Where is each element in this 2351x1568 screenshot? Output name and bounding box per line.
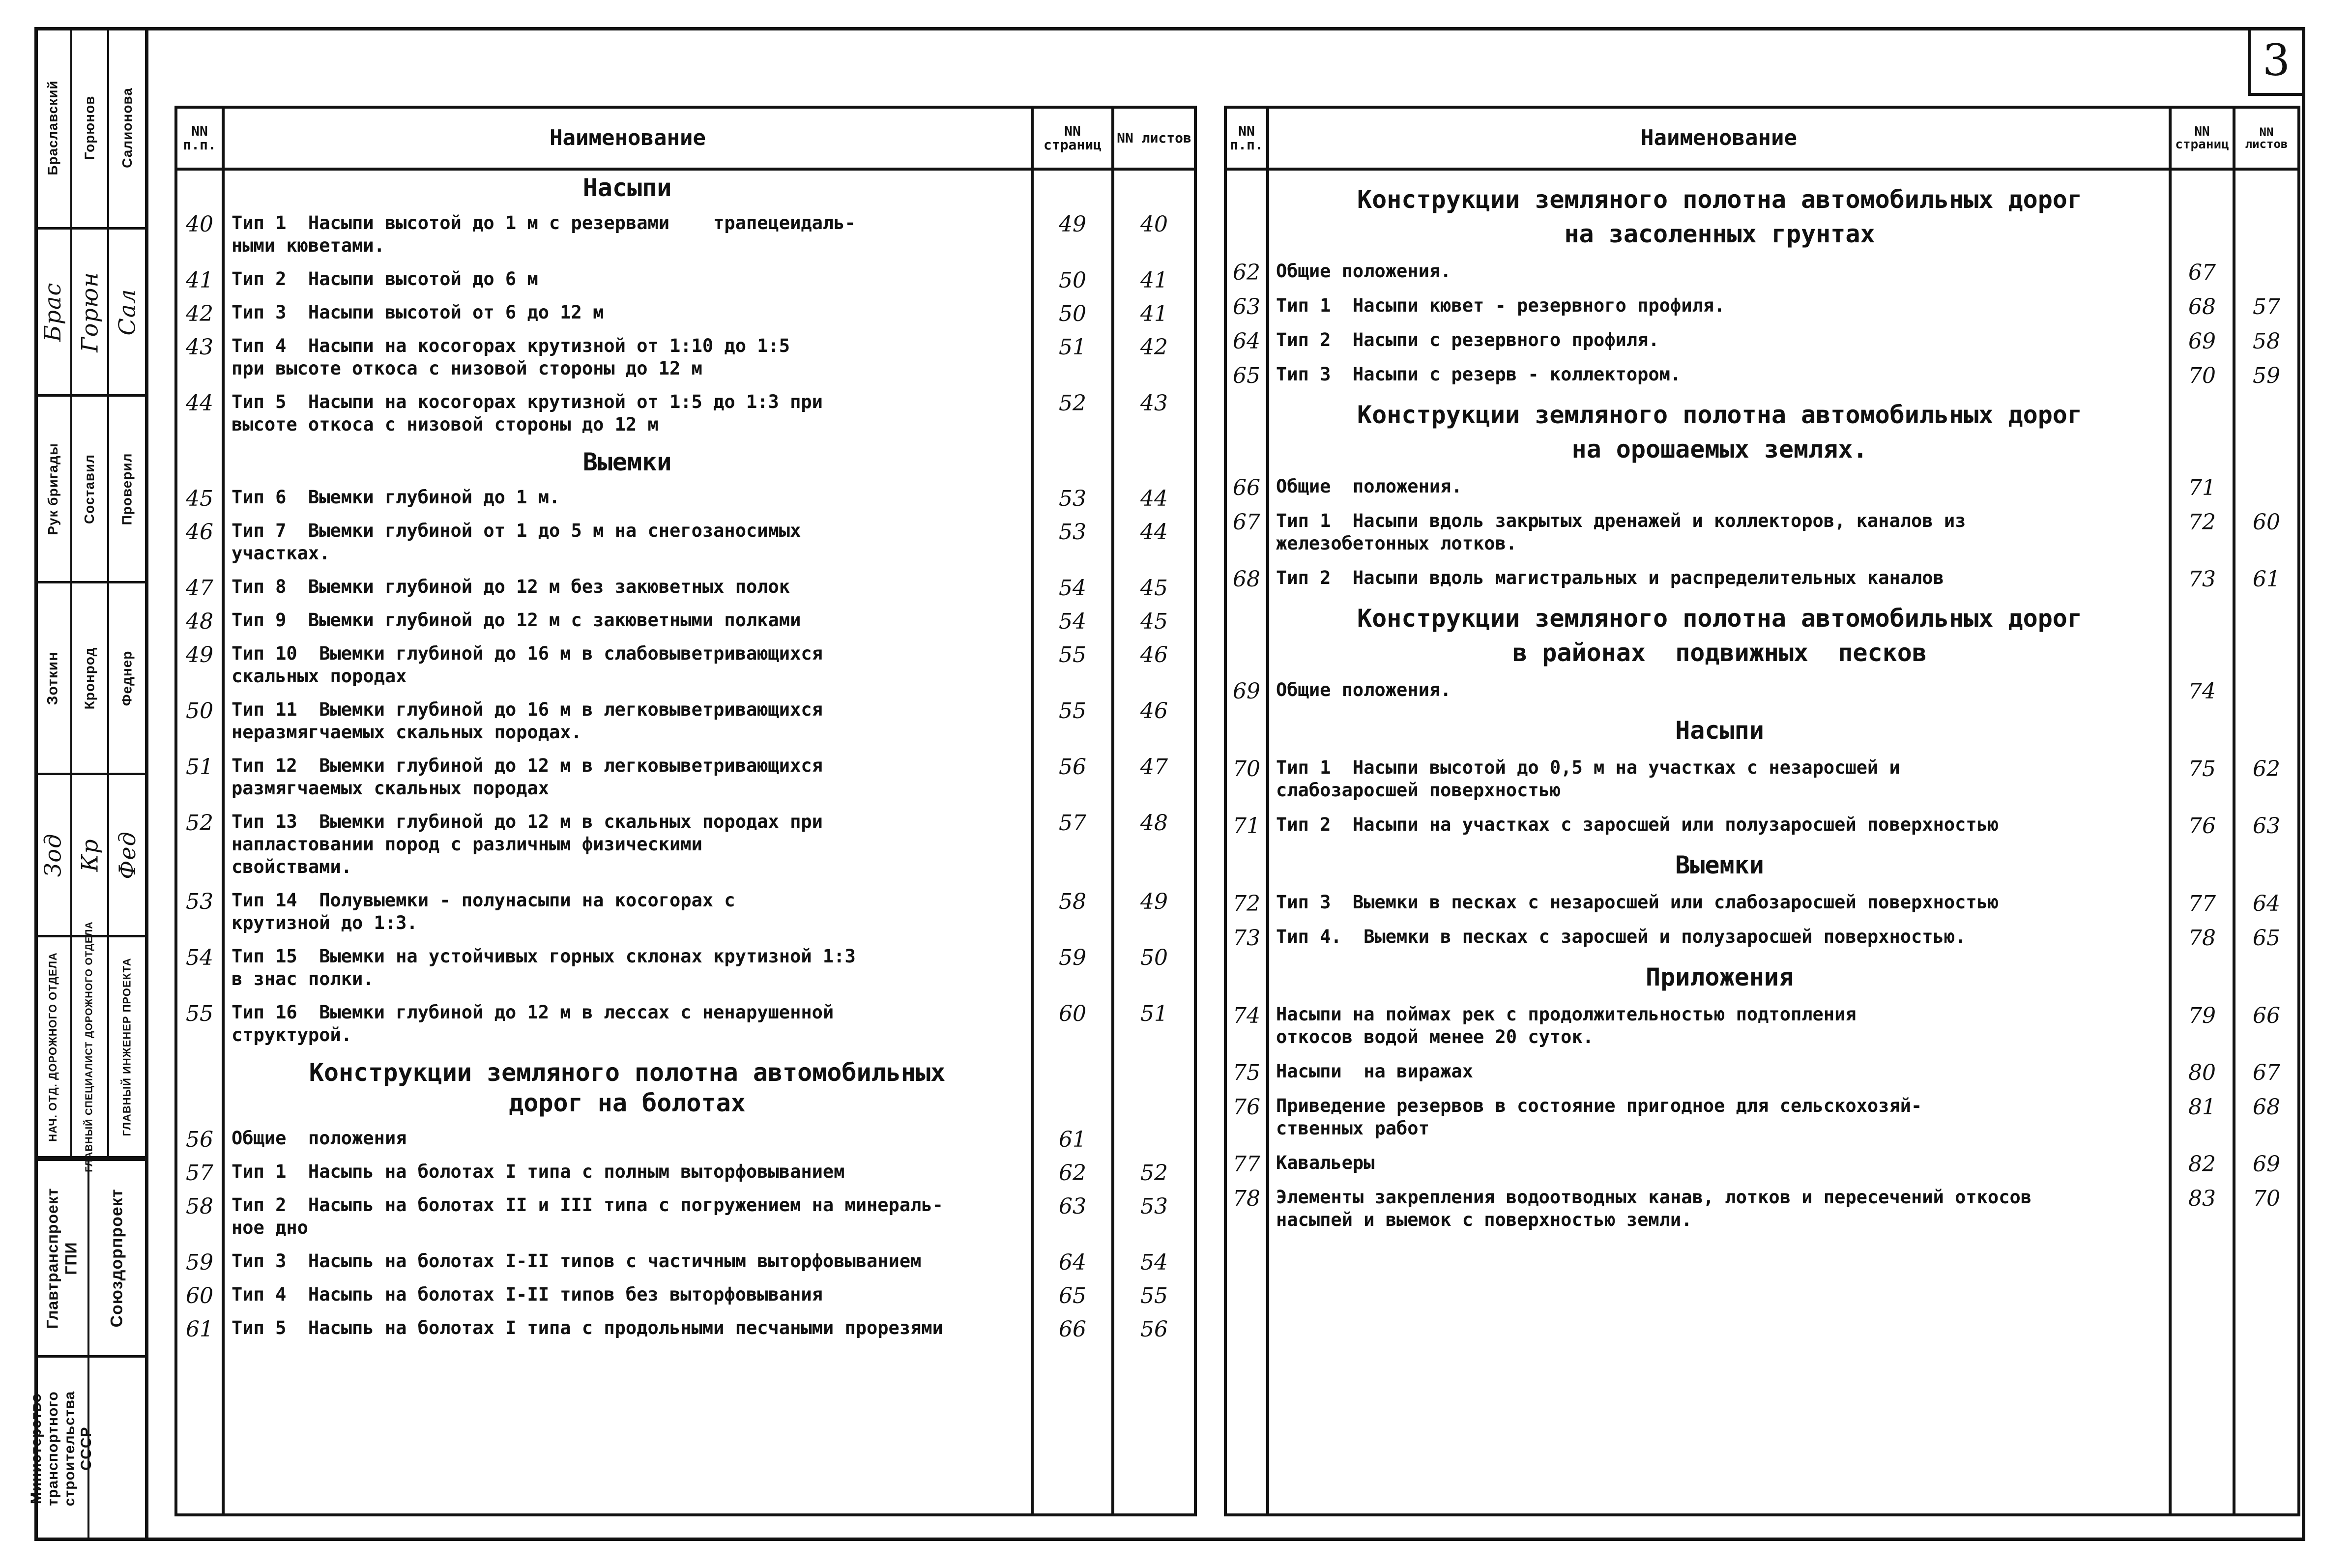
row-page: 81: [2188, 1095, 2216, 1120]
section-heading: Насыпи: [582, 174, 672, 202]
name-salionova: Салионова: [119, 87, 135, 168]
role-cell-3: [109, 937, 145, 1156]
role-3: ГЛАВНЫЙ ИНЖЕНЕР ПРОЕКТА: [120, 958, 133, 1136]
row-title: Тип 5 Насыпь на болотах I типа с продольными песчаными прорезями: [232, 1317, 943, 1338]
row-number: 55: [186, 1001, 213, 1026]
toc-row: [1227, 329, 2297, 354]
title-block: [28, 28, 148, 1539]
toc-row: [177, 1250, 1194, 1273]
row-title: Тип 2 Насыпи вдоль магистральных и распределительных каналов: [1276, 567, 1944, 588]
row-number: 44: [186, 391, 213, 416]
row-page: 66: [1059, 1317, 1086, 1342]
row-number: 74: [1233, 1003, 1260, 1028]
row-page: 82: [2188, 1152, 2216, 1177]
row-sheet: 59: [2253, 363, 2280, 388]
row-number: 40: [186, 212, 213, 237]
row-sheet: 50: [1140, 945, 1168, 970]
row-sheet: 70: [2253, 1186, 2280, 1211]
row-number: 65: [1233, 363, 1260, 388]
row-number: 48: [186, 609, 213, 634]
toc-row: [177, 1317, 1194, 1342]
toc-row: [1227, 294, 2297, 317]
name-cell-goryunov: [72, 28, 109, 227]
toc-row: [1227, 1060, 2297, 1083]
row-sheet: 40: [1140, 212, 1168, 237]
row-sheet: 56: [1140, 1317, 1168, 1342]
row-sheet: 45: [1140, 609, 1168, 634]
row-title: Тип 12 Выемки глубиной до 12 м в легковыветривающихся размягчаемых скальных породах: [232, 755, 823, 799]
row-page: 75: [2188, 756, 2216, 782]
row-number: 46: [186, 520, 213, 545]
row-title: Тип 9 Выемки глубиной до 12 м с закюветными полками: [232, 610, 801, 631]
row-sheet: 66: [2253, 1003, 2280, 1028]
row-page: 59: [1059, 945, 1086, 970]
toc-row: [177, 1127, 1194, 1150]
row-number: 47: [186, 576, 213, 601]
row-page: 79: [2188, 1003, 2216, 1028]
signature-6: Сал: [114, 289, 141, 335]
row-page: 80: [2188, 1060, 2216, 1085]
row-sheet: 42: [1140, 335, 1168, 360]
signature-cell-1: [35, 775, 72, 935]
name-cell-zotkin: [35, 583, 72, 773]
row-title: Тип 1 Насыпи высотой до 1 м с резервами трапецеидаль- ными кюветами.: [232, 212, 856, 256]
row-sheet: 63: [2253, 813, 2280, 839]
row-page: 64: [1059, 1250, 1086, 1275]
toc-row: [177, 889, 1194, 934]
row-number: 56: [186, 1127, 213, 1152]
name-cell-braslavsky: [35, 28, 72, 227]
row-page: 54: [1059, 576, 1086, 601]
row-page: 54: [1059, 609, 1086, 634]
row-number: 70: [1233, 756, 1260, 782]
signatures-block-lower: [35, 775, 145, 937]
row-page: 55: [1059, 698, 1086, 724]
row-number: 61: [186, 1317, 213, 1342]
row-page: 50: [1059, 268, 1086, 293]
header-sheets: NN листов: [1117, 130, 1191, 146]
row-page: 58: [1059, 889, 1086, 914]
row-title: Тип 2 Насыпи высотой до 6 м: [232, 268, 538, 290]
page-number: 3: [2248, 27, 2302, 96]
row-number: 64: [1233, 329, 1260, 354]
roles-block-lower: [35, 397, 145, 583]
row-page: 67: [2188, 260, 2216, 285]
row-number: 59: [186, 1250, 213, 1275]
section-heading: Насыпи: [1675, 716, 1764, 745]
row-title: Тип 16 Выемки глубиной до 12 м в лессах с ненарушенной структурой.: [232, 1002, 834, 1045]
row-number: 54: [186, 945, 213, 970]
toc-row: [1227, 510, 2297, 555]
toc-row: [177, 811, 1194, 878]
toc-row: [1227, 1186, 2297, 1231]
row-title: Тип 3 Выемки в песках с незаросшей или слабозаросшей поверхностью: [1276, 892, 1999, 913]
row-title: Кавальеры: [1276, 1152, 1375, 1173]
row-number: 41: [186, 268, 213, 293]
role-cell-checked: [109, 397, 145, 581]
names-block-lower: [35, 583, 145, 775]
header-pages: NN страниц: [2175, 124, 2229, 152]
name-braslavsky: Браславский: [45, 80, 60, 175]
row-sheet: 48: [1140, 811, 1168, 836]
row-number: 78: [1233, 1186, 1260, 1211]
name-kronrod: Кронрод: [82, 647, 97, 709]
row-page: 53: [1059, 486, 1086, 511]
row-number: 52: [186, 811, 213, 836]
row-page: 73: [2188, 567, 2216, 592]
row-page: 53: [1059, 520, 1086, 545]
row-number: 51: [186, 755, 213, 780]
toc-row: [1227, 567, 2297, 592]
row-number: 62: [1233, 260, 1260, 285]
table-header: [177, 109, 1194, 171]
row-sheet: 52: [1140, 1161, 1168, 1186]
name-fedner: Феднер: [119, 650, 135, 706]
signature-4: Брас: [39, 282, 66, 342]
glavk-name: Главтранспроект ГПИ: [43, 1188, 80, 1329]
row-number: 63: [1233, 294, 1260, 319]
row-sheet: 55: [1140, 1283, 1168, 1308]
toc-row: [1227, 679, 2297, 704]
signature-2: Кр: [76, 838, 103, 872]
row-sheet: 61: [2253, 567, 2280, 592]
row-page: 52: [1059, 391, 1086, 416]
toc-row: [177, 642, 1194, 688]
column-divider: [1266, 109, 1269, 1513]
row-title: Тип 4 Насыпь на болотах I-II типов без выторфовывания: [232, 1284, 823, 1305]
row-title: Общие положения.: [1276, 476, 1462, 497]
header-num: NN п.п.: [1230, 123, 1263, 153]
ministry-cell: [28, 1358, 95, 1539]
name-zotkin: Зоткин: [44, 651, 61, 705]
toc-row: [1227, 813, 2297, 839]
row-sheet: 53: [1140, 1194, 1168, 1219]
section-heading: Конструкции земляного полотна автомобильных дорог на болотах: [309, 1058, 946, 1117]
role-cell-composed: [72, 397, 109, 581]
row-number: 60: [186, 1283, 213, 1308]
section-heading: Конструкции земляного полотна автомобильных дорог на засоленных грунтах: [1357, 185, 2083, 248]
row-number: 76: [1233, 1095, 1260, 1120]
toc-row: [1227, 475, 2297, 498]
section-heading: Конструкции земляного полотна автомобильных дорог на орошаемых землях.: [1357, 401, 2083, 464]
row-title: Общие положения: [232, 1128, 407, 1149]
names-block-upper: [35, 28, 145, 230]
row-title: Тип 10 Выемки глубиной до 16 м в слабовыветривающихся скальных породах: [232, 643, 823, 687]
toc-row: [1227, 1003, 2297, 1048]
row-sheet: 58: [2253, 329, 2280, 354]
toc-row: [177, 520, 1194, 565]
toc-row: [177, 576, 1194, 601]
role-brigade-lead: Рук бригады: [45, 442, 60, 535]
row-sheet: 44: [1140, 486, 1168, 511]
row-sheet: 45: [1140, 576, 1168, 601]
toc-row: [177, 755, 1194, 800]
row-number: 42: [186, 301, 213, 326]
row-title: Тип 13 Выемки глубиной до 12 м в скальных породах при напластовании пород с различным физическими свойствами.: [232, 811, 823, 877]
toc-row: [177, 268, 1194, 293]
row-title: Приведение резервов в состояние пригодное для сельскохозяй- ственных работ: [1276, 1095, 1922, 1139]
row-page: 63: [1059, 1194, 1086, 1219]
row-title: Тип 11 Выемки глубиной до 16 м в легковыветривающихся неразмягчаемых скальных породах.: [232, 699, 823, 743]
row-title: Тип 3 Насыпи с резерв - коллектором.: [1276, 364, 1682, 385]
role-2: ГЛАВНЫЙ СПЕЦИАЛИСТ ДОРОЖНОГО ОТДЕЛА: [84, 921, 95, 1172]
row-title: Тип 2 Насыпь на болотах II и III типа с погружением на минераль- ное дно: [232, 1194, 943, 1238]
toc-row: [177, 609, 1194, 632]
section-heading: Выемки: [582, 448, 672, 476]
row-number: 45: [186, 486, 213, 511]
row-number: 58: [186, 1194, 213, 1219]
row-page: 56: [1059, 755, 1086, 780]
blank-cell: [89, 1358, 145, 1539]
row-page: 65: [1059, 1283, 1086, 1308]
signature-cell-5: [72, 230, 109, 394]
signature-cell-6: [109, 230, 145, 394]
row-number: 43: [186, 335, 213, 360]
row-sheet: 60: [2253, 510, 2280, 535]
row-title: Насыпи на поймах рек с продолжительностью подтопления откосов водой менее 20 суток.: [1276, 1004, 1857, 1047]
glavk-cell: [35, 1161, 89, 1358]
toc-row: [177, 486, 1194, 509]
row-sheet: 67: [2253, 1060, 2280, 1085]
row-title: Тип 3 Насыпь на болотах I-II типов с частичным выторфовыванием: [232, 1250, 922, 1272]
row-page: 57: [1059, 811, 1086, 836]
row-sheet: 46: [1140, 698, 1168, 724]
signature-cell-3: [109, 775, 145, 935]
role-cell-2: [72, 921, 109, 1172]
row-sheet: 68: [2253, 1095, 2280, 1120]
row-page: 76: [2188, 813, 2216, 839]
row-number: 72: [1233, 891, 1260, 916]
row-number: 75: [1233, 1060, 1260, 1085]
header-name: Наименование: [550, 125, 706, 150]
toc-table-right: [1224, 106, 2300, 1516]
toc-row: [177, 945, 1194, 990]
row-sheet: 41: [1140, 268, 1168, 293]
toc-row: [1227, 1095, 2297, 1140]
row-number: 57: [186, 1161, 213, 1186]
row-title: Тип 6 Выемки глубиной до 1 м.: [232, 487, 560, 508]
row-title: Общие положения.: [1276, 679, 1451, 700]
toc-row: [1227, 756, 2297, 802]
row-sheet: 54: [1140, 1250, 1168, 1275]
toc-row: [1227, 260, 2297, 283]
toc-row: [177, 1161, 1194, 1186]
toc-row: [177, 698, 1194, 744]
signature-3: Фед: [114, 831, 141, 879]
toc-row: [1227, 891, 2297, 914]
row-number: 53: [186, 889, 213, 914]
row-page: 62: [1059, 1161, 1086, 1186]
header-pages: NN страниц: [1043, 123, 1102, 153]
row-sheet: 57: [2253, 294, 2280, 319]
row-number: 73: [1233, 926, 1260, 951]
row-sheet: 62: [2253, 756, 2280, 782]
row-page: 51: [1059, 335, 1086, 360]
section-heading: Конструкции земляного полотна автомобильных дорог в районах подвижных песков: [1357, 604, 2083, 667]
row-page: 49: [1059, 212, 1086, 237]
institute-cell: [89, 1161, 145, 1358]
toc-row: [177, 1283, 1194, 1306]
row-number: 67: [1233, 510, 1260, 535]
role-cell-brigade: [35, 397, 72, 581]
header-num: NN п.п.: [183, 123, 216, 153]
toc-row: [177, 391, 1194, 436]
row-sheet: 64: [2253, 891, 2280, 916]
name-cell-kronrod: [72, 583, 109, 773]
section-heading: Приложения: [1645, 963, 1794, 991]
toc-row: [177, 301, 1194, 324]
row-title: Тип 8 Выемки глубиной до 12 м без закюветных полок: [232, 576, 790, 597]
name-cell-fedner: [109, 583, 145, 773]
row-title: Тип 2 Насыпи на участках с заросшей или полузаросшей поверхностью: [1276, 814, 1999, 835]
toc-row: [1227, 926, 2297, 951]
row-number: 77: [1233, 1152, 1260, 1177]
row-page: 60: [1059, 1001, 1086, 1026]
row-sheet: 44: [1140, 520, 1168, 545]
row-sheet: 47: [1140, 755, 1168, 780]
roles-block-upper: [35, 921, 145, 1172]
row-title: Тип 1 Насыпь на болотах I типа с полным выторфовыванием: [232, 1161, 845, 1182]
row-number: 68: [1233, 567, 1260, 592]
toc-row: [1227, 1152, 2297, 1177]
organisation-block: [28, 1159, 145, 1539]
row-page: 50: [1059, 301, 1086, 326]
row-title: Тип 1 Насыпи кювет - резервного профиля.: [1276, 295, 1725, 316]
row-page: 78: [2188, 926, 2216, 951]
role-composed: Составил: [82, 454, 97, 524]
row-page: 69: [2188, 329, 2216, 354]
row-page: 83: [2188, 1186, 2216, 1211]
row-title: Тип 7 Выемки глубиной от 1 до 5 м на снегозаносимых участках.: [232, 520, 801, 564]
toc-row: [177, 1194, 1194, 1239]
row-sheet: 43: [1140, 391, 1168, 416]
name-goryunov: Горюнов: [82, 95, 97, 160]
row-title: Тип 15 Выемки на устойчивых горных склонах крутизной 1:3 в знас полки.: [232, 946, 856, 989]
row-title: Тип 5 Насыпи на косогорах крутизной от 1:5 до 1:3 при высоте откоса с низовой стороны до 12 м: [232, 391, 823, 435]
row-title: Тип 14 Полувыемки - полунасыпи на косогорах с крутизной до 1:3.: [232, 890, 735, 933]
table-header: [1227, 109, 2297, 171]
role-cell-1: [35, 937, 72, 1156]
row-title: Тип 4 Насыпи на косогорах крутизной от 1:10 до 1:5 при высоте откоса с низовой стороны до 12 м: [232, 335, 790, 379]
row-sheet: 41: [1140, 301, 1168, 326]
header-sheets: NN листов: [2245, 125, 2288, 151]
row-page: 74: [2188, 679, 2216, 704]
row-title: Тип 1 Насыпи высотой до 0,5 м на участках с незаросшей и слабозаросшей поверхностью: [1276, 757, 1900, 801]
row-title: Тип 3 Насыпи высотой от 6 до 12 м: [232, 302, 604, 323]
row-sheet: 49: [1140, 889, 1168, 914]
row-page: 72: [2188, 510, 2216, 535]
row-number: 49: [186, 642, 213, 668]
signature-1: Зод: [39, 833, 66, 877]
row-number: 66: [1233, 475, 1260, 500]
row-page: 71: [2188, 475, 2216, 500]
role-checked: Проверил: [119, 453, 135, 525]
toc-row: [177, 335, 1194, 380]
row-title: Общие положения.: [1276, 261, 1451, 282]
institute-name: Союздорпроект: [108, 1189, 126, 1328]
row-page: 55: [1059, 642, 1086, 668]
row-title: Тип 2 Насыпи с резервного профиля.: [1276, 329, 1659, 350]
row-title: Тип 1 Насыпи вдоль закрытых дренажей и коллекторов, каналов из железобетонных лотков.: [1276, 510, 1966, 554]
signature-5: Горюн: [76, 271, 103, 352]
toc-row: [177, 1001, 1194, 1046]
header-name: Наименование: [1641, 125, 1797, 150]
name-cell-salionova: [109, 28, 145, 227]
role-1: НАЧ. ОТД. ДОРОЖНОГО ОТДЕЛА: [46, 952, 59, 1142]
row-page: 70: [2188, 363, 2216, 388]
row-sheet: 65: [2253, 926, 2280, 951]
toc-table-left: [174, 106, 1197, 1516]
signature-cell-2: [72, 775, 109, 935]
row-number: 71: [1233, 813, 1260, 839]
toc-row: [177, 212, 1194, 257]
row-page: 61: [1059, 1127, 1086, 1152]
signatures-block-upper: [35, 230, 145, 397]
row-sheet: 46: [1140, 642, 1168, 668]
signature-cell-4: [35, 230, 72, 394]
toc-row: [1227, 363, 2297, 386]
row-page: 68: [2188, 294, 2216, 319]
row-sheet: 69: [2253, 1152, 2280, 1177]
row-title: Насыпи на виражах: [1276, 1061, 1473, 1082]
row-sheet: 51: [1140, 1001, 1168, 1026]
ministry-name: Министерство транспортного строительства СССР: [28, 1391, 95, 1506]
row-number: 69: [1233, 679, 1260, 704]
section-heading: Выемки: [1675, 851, 1764, 879]
row-title: Тип 4. Выемки в песках с заросшей и полузаросшей поверхностью.: [1276, 926, 1966, 947]
row-page: 77: [2188, 891, 2216, 916]
row-title: Элементы закрепления водоотводных канав, лотков и пересечений откосов насыпей и выемок с поверхностью земли.: [1276, 1187, 2032, 1230]
row-number: 50: [186, 698, 213, 724]
